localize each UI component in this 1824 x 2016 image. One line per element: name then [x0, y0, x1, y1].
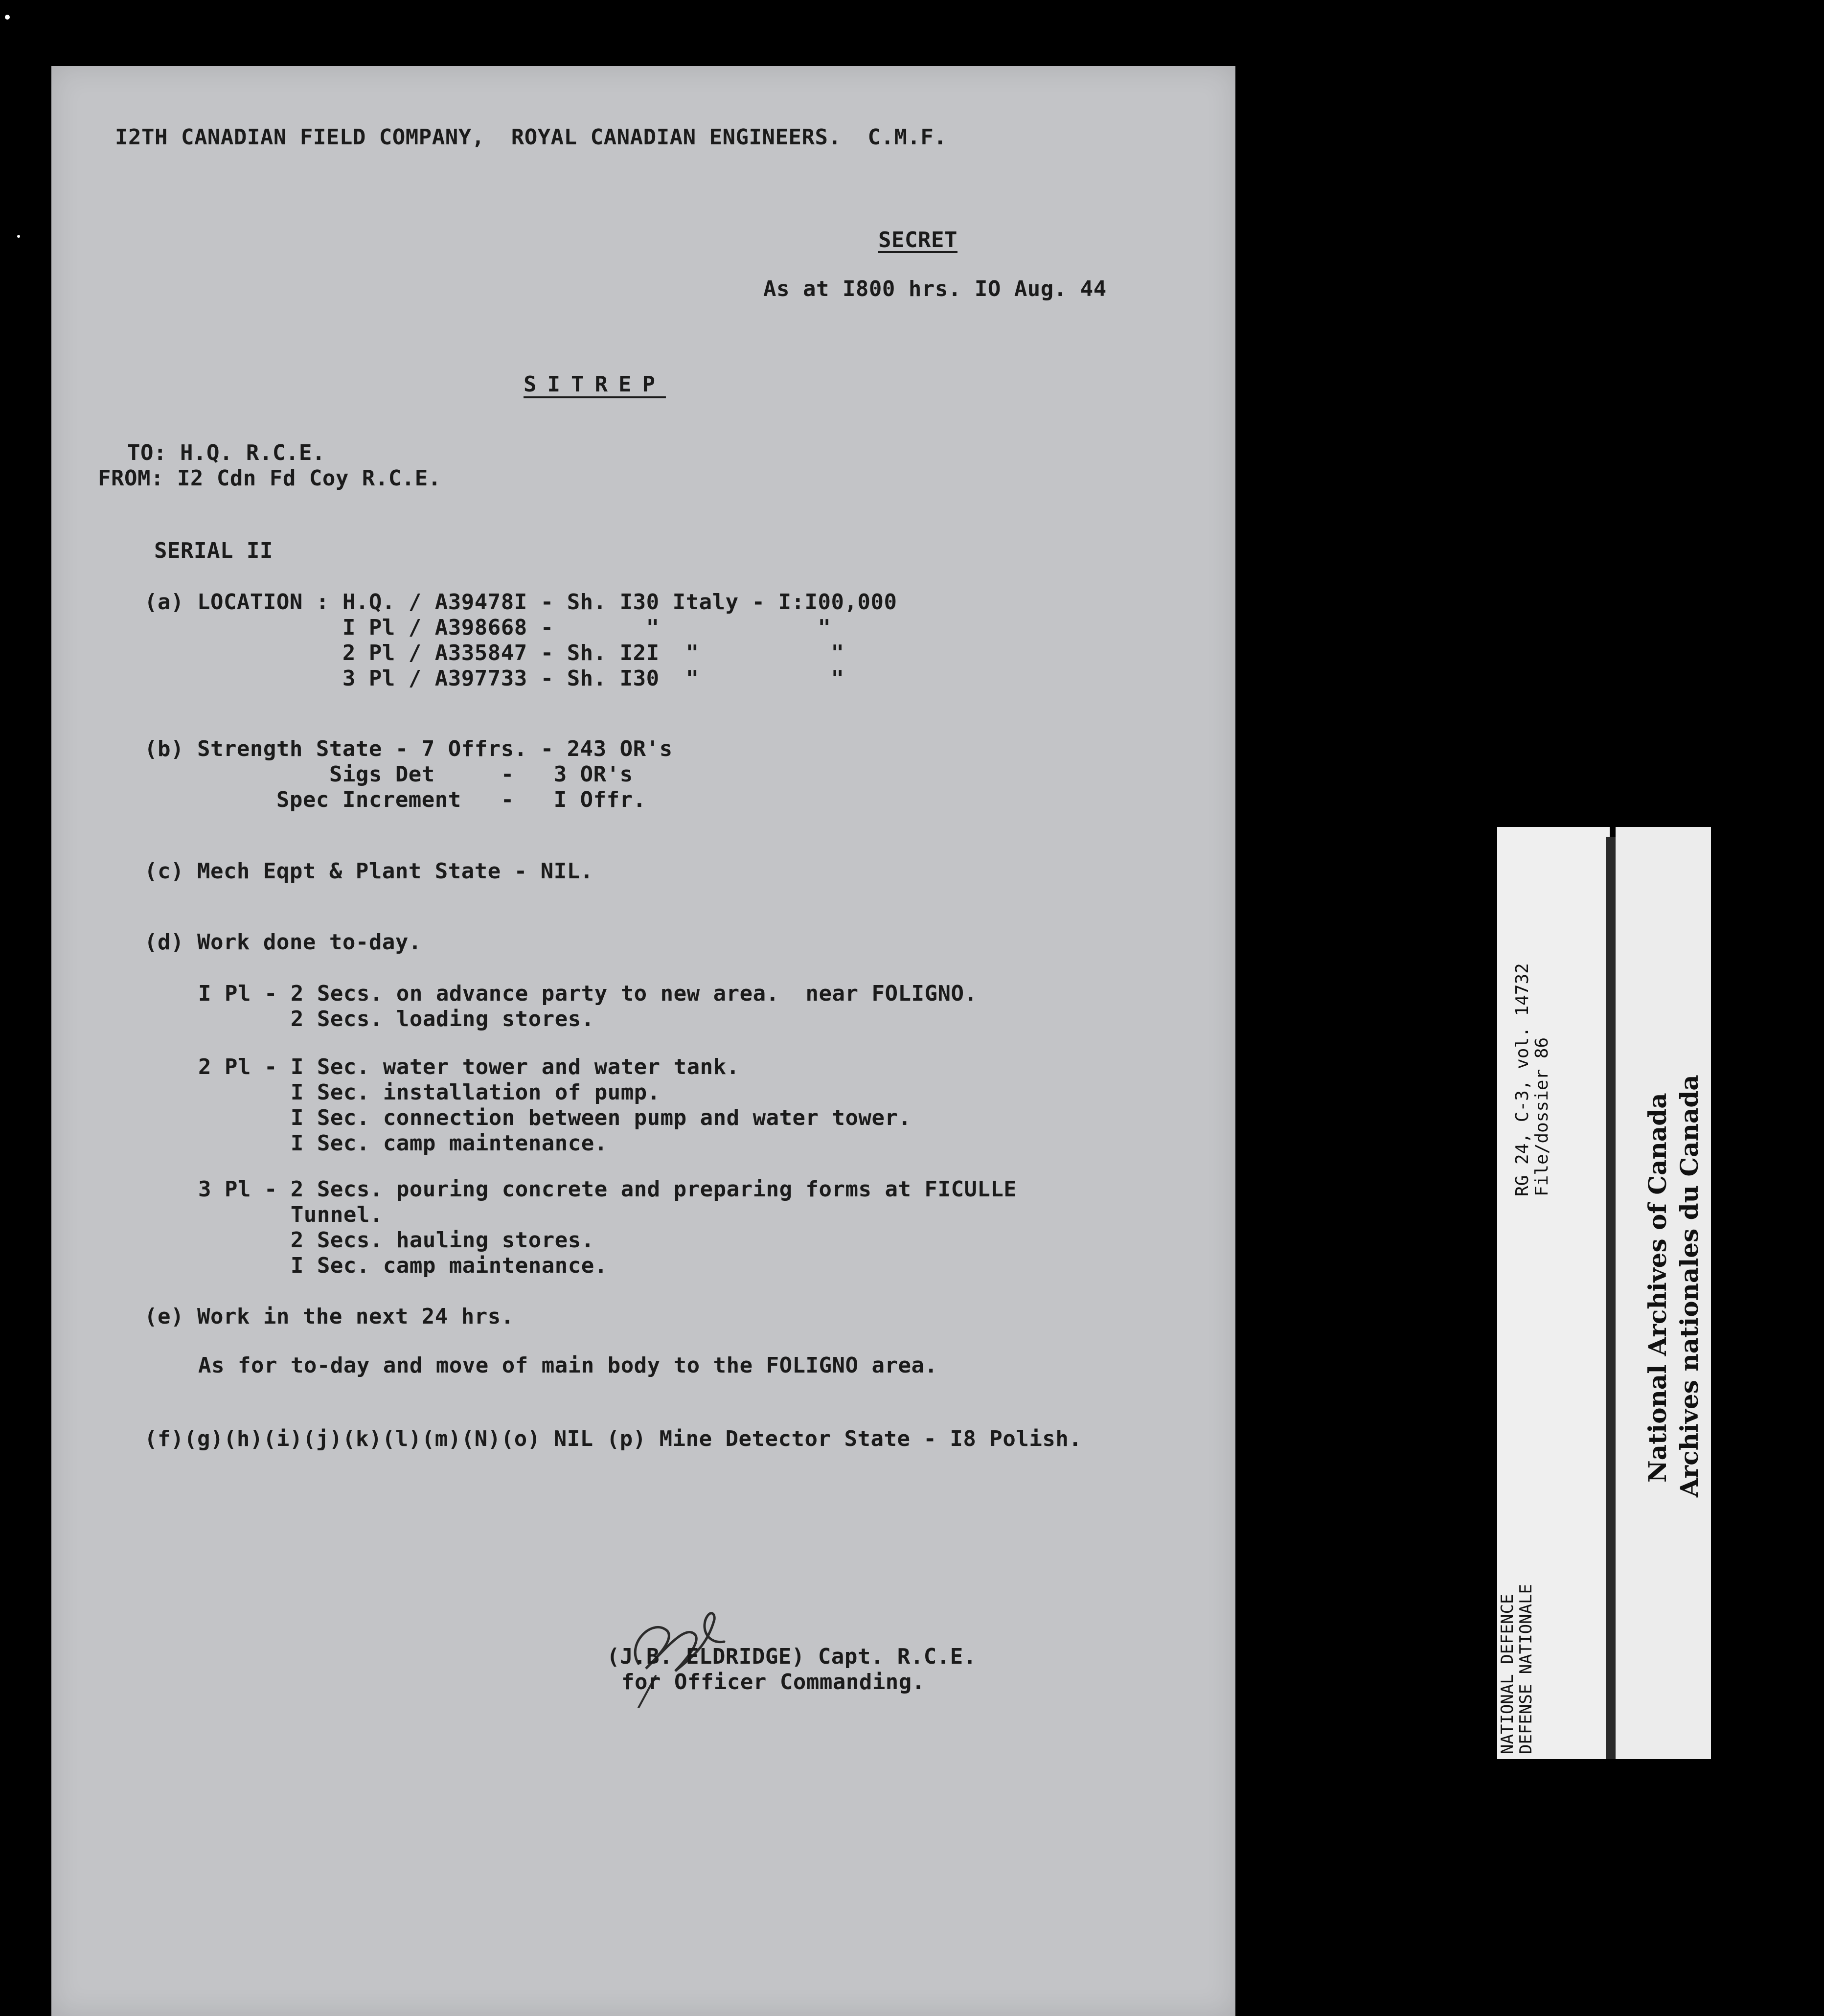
document-title: SITREP — [524, 372, 666, 397]
from-line: FROM: I2 Cdn Fd Coy R.C.E. — [98, 466, 441, 491]
location-line: 2 Pl / A335847 - Sh. I2I " " — [144, 641, 844, 665]
scan-speck — [5, 15, 10, 20]
serial-number: SERIAL II — [154, 538, 273, 563]
document-heading: I2TH CANADIAN FIELD COMPANY, ROYAL CANADIAN ENGINEERS. C.M.F. — [115, 125, 947, 150]
platoon-3-line: 2 Secs. hauling stores. — [198, 1228, 594, 1253]
platoon-1-line: 2 Secs. loading stores. — [198, 1007, 594, 1031]
location-line: 3 Pl / A397733 - Sh. I30 " " — [144, 666, 844, 691]
misc-states-line: (f)(g)(h)(i)(j)(k)(l)(m)(N)(o) NIL (p) Mine Detector State - I8 Polish. — [144, 1426, 1082, 1451]
mech-eqpt-line: (c) Mech Eqpt & Plant State - NIL. — [144, 859, 593, 884]
platoon-3-line: 3 Pl - 2 Secs. pouring concrete and preparing forms at FICULLE — [198, 1177, 1017, 1202]
platoon-2-line: I Sec. camp maintenance. — [198, 1131, 608, 1156]
scan-speck — [17, 235, 20, 238]
work-done-heading: (d) Work done to-day. — [144, 930, 422, 955]
location-line: (a) LOCATION : H.Q. / A39478I - Sh. I30 Italy - I:I00,000 — [144, 590, 897, 615]
signature-role: for Officer Commanding. — [621, 1670, 925, 1695]
archives-name-fr: Archives nationales du Canada — [1675, 1075, 1704, 1497]
strength-line: (b) Strength State - 7 Offrs. - 243 OR's — [144, 736, 673, 761]
tab-divider — [1606, 837, 1616, 1759]
strength-line: Spec Increment - I Offr. — [144, 787, 646, 812]
to-line: TO: H.Q. R.C.E. — [127, 440, 325, 465]
next-24-heading: (e) Work in the next 24 hrs. — [144, 1304, 514, 1329]
platoon-2-line: 2 Pl - I Sec. water tower and water tank. — [198, 1054, 740, 1079]
archives-name-en: National Archives of Canada — [1643, 1093, 1672, 1483]
location-line: I Pl / A398668 - " " — [144, 615, 831, 640]
report-date: As at I800 hrs. IO Aug. 44 — [763, 276, 1107, 301]
document-page — [51, 66, 1235, 2016]
archive-reference-1: RG 24, C-3, vol. 14732 — [1512, 963, 1532, 1196]
classification-mark: SECRET — [878, 228, 958, 252]
platoon-2-line: I Sec. connection between pump and water tower. — [198, 1105, 912, 1130]
platoon-2-line: I Sec. installation of pump. — [198, 1080, 661, 1105]
platoon-1-line: I Pl - 2 Secs. on advance party to new area. near FOLIGNO. — [198, 981, 978, 1006]
department-line-2: DEFENSE NATIONALE — [1516, 1584, 1536, 1754]
strength-line: Sigs Det - 3 OR's — [144, 762, 633, 787]
signature-name: (J.B. ELDRIDGE) Capt. R.C.E. — [607, 1644, 977, 1669]
platoon-3-line: I Sec. camp maintenance. — [198, 1253, 608, 1278]
platoon-3-line: Tunnel. — [198, 1202, 383, 1227]
archive-reference-2: File/dossier 86 — [1532, 1037, 1552, 1196]
next-24-text: As for to-day and move of main body to the FOLIGNO area. — [198, 1353, 938, 1378]
department-line-1: NATIONAL DEFENCE — [1498, 1594, 1517, 1754]
